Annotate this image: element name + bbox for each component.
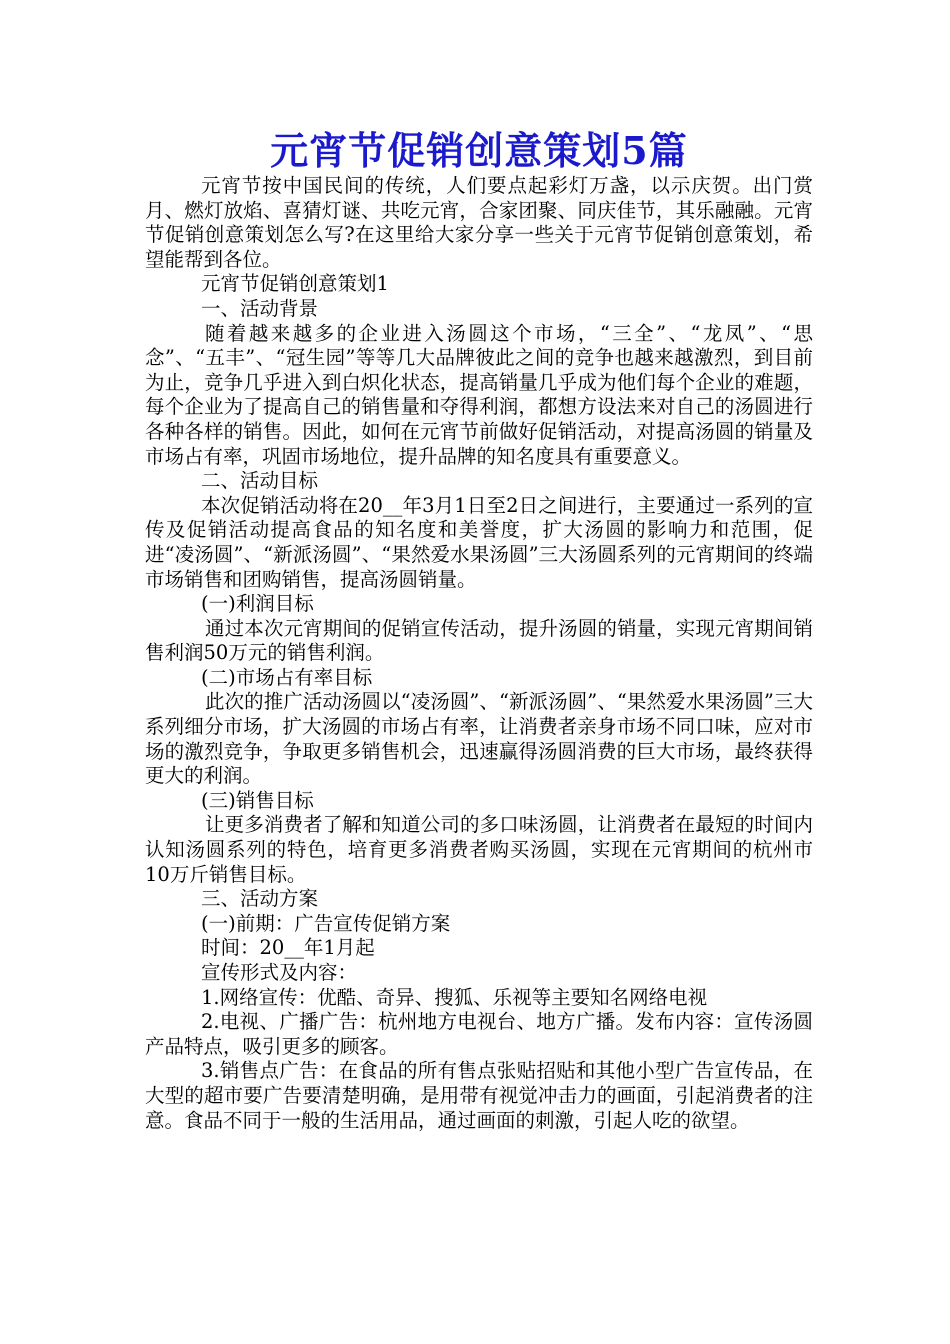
section-heading: 三、活动方案: [201, 887, 319, 911]
plan-heading: 元宵节促销创意策划1: [201, 272, 389, 296]
document-title: 元宵节促销创意策划5篇: [270, 128, 688, 173]
subsection-heading: (二)市场占有率目标: [201, 665, 373, 689]
list-item: 1.网络宣传：优酷、奇异、搜狐、乐视等主要知名网络电视: [201, 985, 708, 1009]
list-item: 2.电视、广播广告：杭州地方电视台、地方广播。发布内容：宣传汤圆产品特点，吸引更多的顾客。: [145, 1010, 813, 1058]
section-heading: 二、活动目标: [201, 469, 319, 493]
paragraph-body: 本次促销活动将在20__年3月1日至2日之间进行，主要通过一系列的宣传及促销活动提高食品的知名度和美誉度，扩大汤圆的影响力和范围，促进“凌汤圆”、“新派汤圆”、“果然爱水果汤圆”三大汤圆系列的元宵期间的终端市场销售和团购销售，提高汤圆销量。: [145, 493, 813, 591]
paragraph-time: 时间：20__年1月起: [201, 936, 375, 960]
list-item: 3.销售点广告：在食品的所有售点张贴招贴和其他小型广告宣传品，在大型的超市要广告要清楚明确，是用带有视觉冲击力的画面，引起消费者的注意。食品不同于一般的生活用品，通过画面的刺激，引起人吃的欲望。: [145, 1059, 813, 1132]
subsection-heading: (一)前期：广告宣传促销方案: [201, 911, 451, 935]
paragraph-intro: 元宵节按中国民间的传统，人们要点起彩灯万盏，以示庆贺。出门赏月、燃灯放焰、喜猜灯谜、共吃元宵，合家团聚、同庆佳节，其乐融融。元宵节促销创意策划怎么写?在这里给大家分享一些关于元宵节促销创意策划，希望能帮到各位。: [145, 174, 813, 271]
paragraph-body: 随着越来越多的企业进入汤圆这个市场，“三全”、“龙凤”、“思念”、“五丰”、“冠生园”等等几大品牌彼此之间的竞争也越来越激烈，到目前为止，竞争几乎进入到白炽化状态，提高销量几乎成为他们每个企业的难题，每个企业为了提高自己的销售量和夺得利润，都想方设法来对自己的汤圆进行各种各样的销售。因此，如何在元宵节前做好促销活动，对提高汤圆的销量及市场占有率，巩固市场地位，提升品牌的知名度具有重要意义。: [145, 321, 813, 468]
subsection-heading: (三)销售目标: [201, 788, 314, 812]
section-heading: 一、活动背景: [201, 296, 319, 320]
paragraph-body: 让更多消费者了解和知道公司的多口味汤圆，让消费者在最短的时间内认知汤圆系列的特色，培育更多消费者购买汤圆，实现在元宵期间的杭州市10万斤销售目标。: [145, 813, 813, 886]
paragraph-body: 此次的推广活动汤圆以“凌汤圆”、“新派汤圆”、“果然爱水果汤圆”三大系列细分市场，扩大汤圆的市场占有率，让消费者亲身市场不同口味，应对市场的激烈竞争，争取更多销售机会，迅速赢得汤圆消费的巨大市场，最终获得更大的利润。: [145, 690, 813, 788]
paragraph-body: 通过本次元宵期间的促销宣传活动，提升汤圆的销量，实现元宵期间销售利润50万元的销售利润。: [145, 616, 813, 665]
document-body: [145, 126, 813, 1133]
paragraph-forms-heading: 宣传形式及内容：: [201, 961, 358, 984]
subsection-heading: (一)利润目标: [201, 592, 314, 616]
